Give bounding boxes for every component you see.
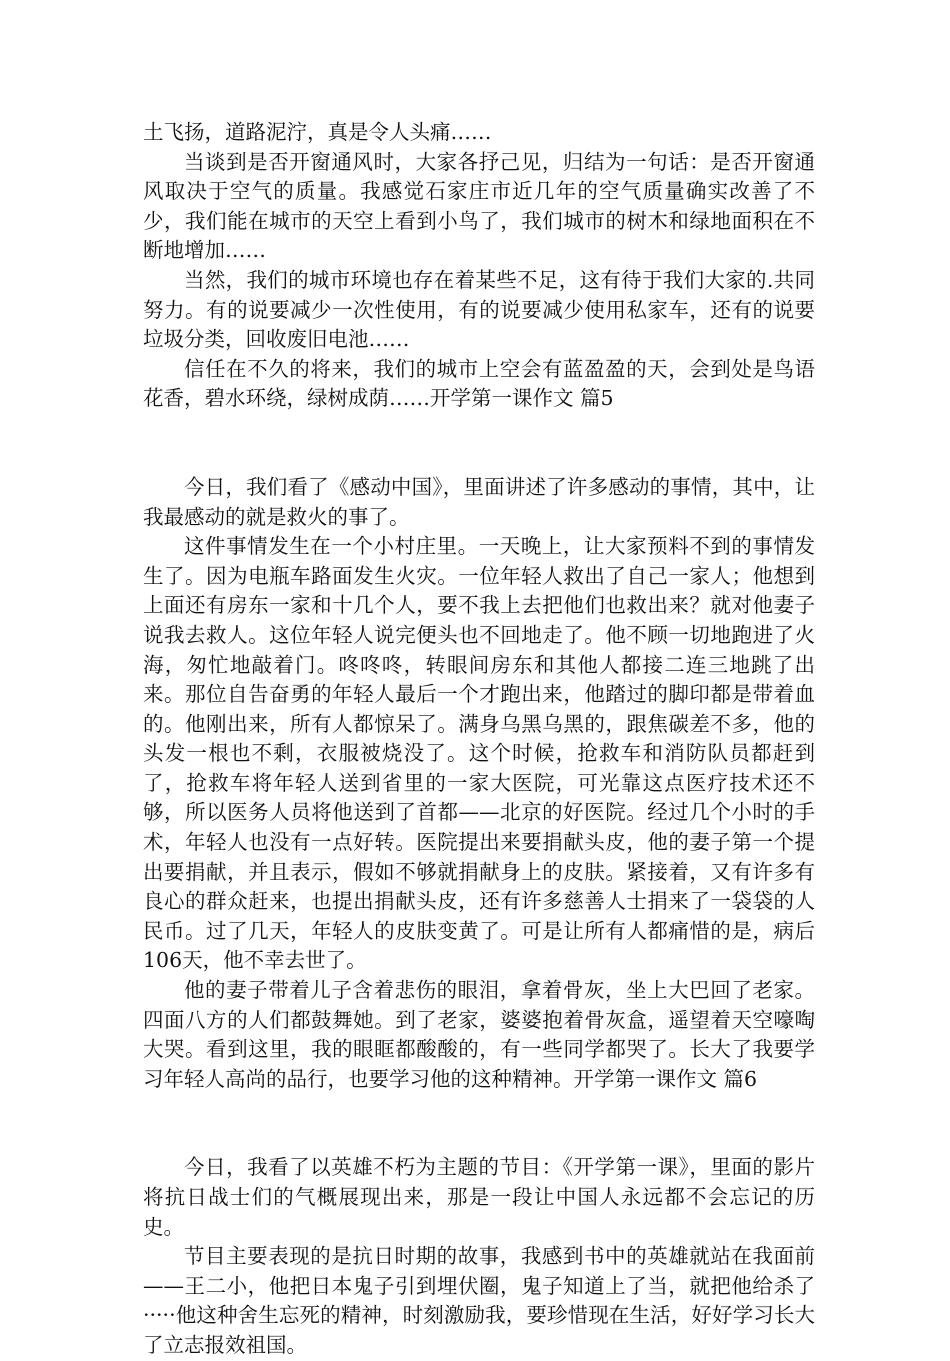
paragraph-1: 土飞扬，道路泥泞，真是令人头痛…… bbox=[143, 120, 492, 144]
paragraph-6: 这件事情发生在一个小村庄里。一天晚上，让大家预料不到的事情发生了。因为电瓶车路面发生火灾。一位年轻人救出了自己一家人；他想到上面还有房东一家和十几个人，要不我上去把他们也救出来？就对他妻子说我去救人。这位年轻人说完便头也不回地走了。他不顾一切地跑进了火海，匆忙地敲着门。咚咚咚，转眼间房东和其他人都接二连三地跳了出来。那位自告奋勇的年轻人最后一个才跑出来，他踏过的脚印都是带着血的。他刚出来，所有人都惊呆了。满身乌黑乌黑的，跟焦碳差不多，他的头发一根也不剩，衣服被烧没了。这个时候，抢救车和消防队员都赶到了，抢救车将年轻人送到省里的一家大医院，可光靠这点医疗技术还不够，所以医务人员将他送到了首都——北京的好医院。经过几个小时的手术，年轻人也没有一点好转。医院提出来要捐献头皮，他的妻子第一个提出要捐献，并且表示，假如不够就捐献身上的皮肤。紧接着，又有许多有良心的群众赶来，也提出捐献头皮，还有许多慈善人士捐来了一袋袋的人民币。过了几天，年轻人的皮肤变黄了。可是让所有人都痛惜的是，病后106天，他不幸去世了。 bbox=[143, 534, 815, 973]
paragraph-5: 今日，我们看了《感动中国》，里面讲述了许多感动的事情，其中，让我最感动的就是救火的事了。 bbox=[143, 474, 815, 529]
section-gap bbox=[143, 1094, 815, 1153]
document-page bbox=[143, 118, 815, 1361]
paragraph-4: 信任在不久的将来，我们的城市上空会有蓝盈盈的天，会到处是鸟语花香，碧水环绕，绿树成荫……开学第一课作文 篇5 bbox=[143, 356, 815, 411]
paragraph-7: 他的妻子带着儿子含着悲伤的眼泪，拿着骨灰，坐上大巴回了老家。四面八方的人们都鼓舞她。到了老家，婆婆抱着骨灰盒，遥望着天空嚎啕大哭。看到这里，我的眼眶都酸酸的，有一些同学都哭了。长大了我要学习年轻人高尚的品行，也要学习他的这种精神。开学第一课作文 篇6 bbox=[143, 978, 815, 1091]
paragraph-2: 当谈到是否开窗通风时，大家各抒己见，归结为一句话：是否开窗通风取决于空气的质量。我感觉石家庄市近几年的空气质量确实改善了不少，我们能在城市的天空上看到小鸟了，我们城市的树木和绿地面积在不断地增加…… bbox=[143, 149, 815, 263]
paragraph-8: 今日，我看了以英雄不朽为主题的节目：《开学第一课》，里面的影片将抗日战士们的气概展现出来，那是一段让中国人永远都不会忘记的历史。 bbox=[143, 1155, 815, 1239]
paragraph-3: 当然，我们的城市环境也存在着某些不足，这有待于我们大家的.共同努力。有的说要减少一次性使用，有的说要减少使用私家车，还有的说要垃圾分类，回收废旧电池…… bbox=[143, 267, 815, 352]
paragraph-9: 节目主要表现的是抗日时期的故事，我感到书中的英雄就站在我面前——王二小，他把日本鬼子引到埋伏圈，鬼子知道上了当，就把他给杀了·····他这种舍生忘死的精神，时刻激励我，要珍惜现在生活，好好学习长大了立志报效祖国。 bbox=[143, 1244, 815, 1357]
section-gap bbox=[143, 414, 815, 473]
